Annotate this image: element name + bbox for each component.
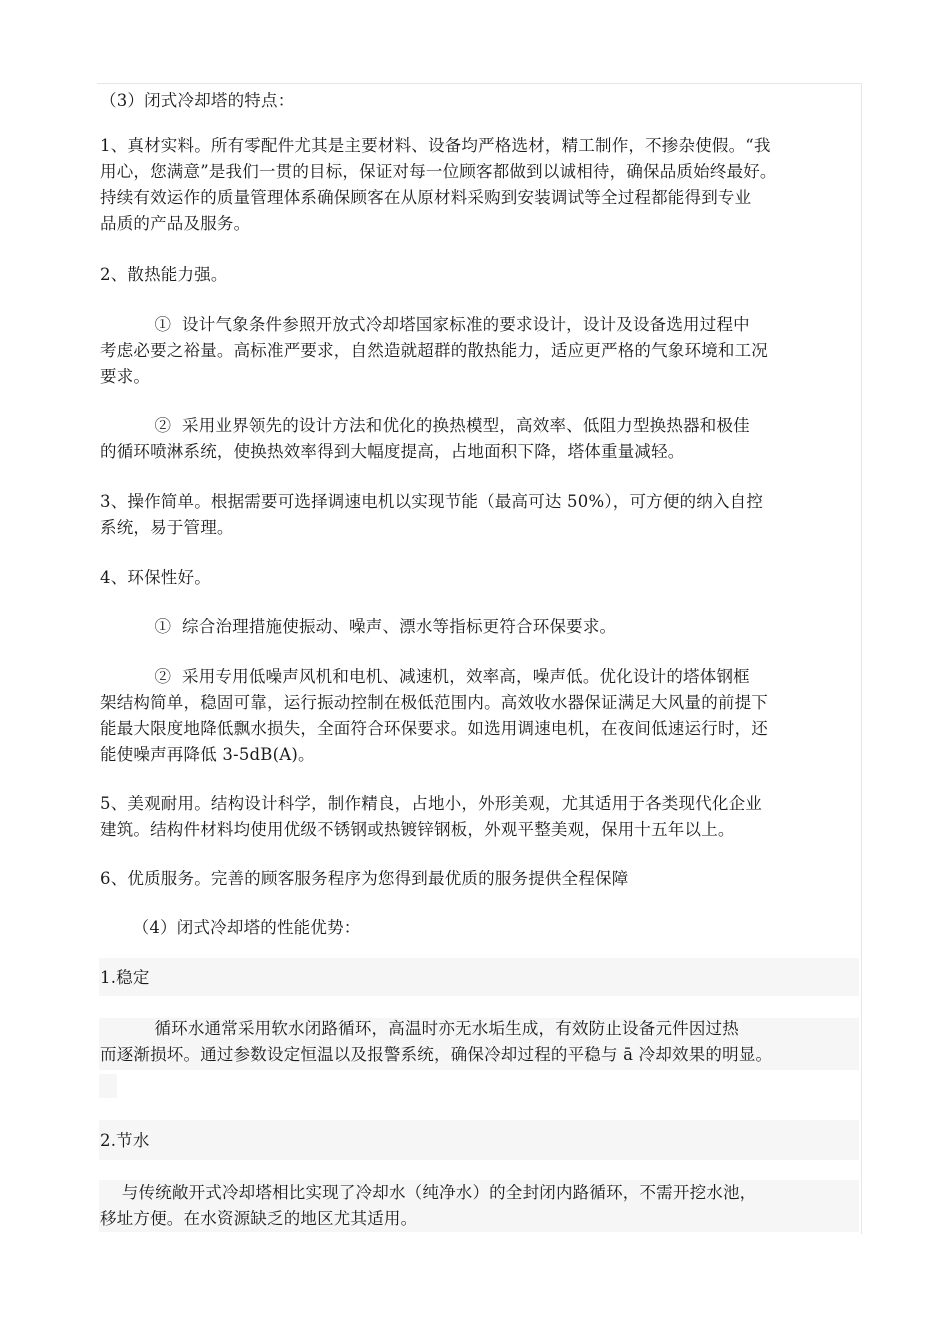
paragraph-line: ② 采用专用低噪声风机和电机、减速机，效率高，噪声低。优化设计的塔体钢框 <box>100 667 750 686</box>
item-heading: 4、环保性好。 <box>100 568 211 587</box>
paragraph-line: 品质的产品及服务。 <box>100 214 251 233</box>
paragraph-line: 能使噪声再降低 3-5dB(A)。 <box>100 745 315 764</box>
heading-features: （3）闭式冷却塔的特点： <box>100 91 295 110</box>
paragraph-line: 循环水通常采用软水闭路循环，高温时亦无水垢生成，有效防止设备元件因过热 <box>100 1019 739 1038</box>
paragraph-line: 移址方便。在水资源缺乏的地区尤其适用。 <box>100 1209 418 1228</box>
paragraph-line: 6、优质服务。完善的顾客服务程序为您得到最优质的服务提供全程保障 <box>100 869 629 888</box>
section-shade-3 <box>99 1074 117 1098</box>
paragraph-line: 5、美观耐用。结构设计科学，制作精良，占地小，外形美观，尤其适用于各类现代化企业 <box>100 794 762 813</box>
paragraph-line: 建筑。结构件材料均使用优级不锈钢或热镀锌钢板，外观平整美观，保用十五年以上。 <box>100 820 735 839</box>
item-heading: 2、散热能力强。 <box>100 265 228 284</box>
paragraph-line: 系统，易于管理。 <box>100 518 234 537</box>
section-title-stable: 1.稳定 <box>100 968 150 987</box>
paragraph-line: 而逐渐损坏。通过参数设定恒温以及报警系统，确保冷却过程的平稳与 ā 冷却效果的明显。 <box>100 1045 773 1064</box>
paragraph-line: 用心，您满意”是我们一贯的目标，保证对每一位顾客都做到以诚相待，确保品质始终最好。 <box>100 162 777 181</box>
paragraph-line: ② 采用业界领先的设计方法和优化的换热模型，高效率、低阻力型换热器和极佳 <box>100 416 750 435</box>
paragraph-line: ① 综合治理措施使振动、噪声、漂水等指标更符合环保要求。 <box>100 617 617 636</box>
heading-advantages: （4）闭式冷却塔的性能优势： <box>100 918 361 937</box>
paragraph-line: 要求。 <box>100 367 151 386</box>
paragraph-line: 能最大限度地降低飘水损失，全面符合环保要求。如选用调速电机，在夜间低速运行时，还 <box>100 719 768 738</box>
paragraph-line: 考虑必要之裕量。高标准严要求，自然造就超群的散热能力，适应更严格的气象环境和工况 <box>100 341 768 360</box>
paragraph-line: 与传统敞开式冷却塔相比实现了冷却水（纯净水）的全封闭内路循环，不需开挖水池， <box>100 1183 757 1202</box>
paragraph-line: ① 设计气象条件参照开放式冷却塔国家标准的要求设计，设计及设备选用过程中 <box>100 315 750 334</box>
paragraph-line: 3、操作简单。根据需要可选择调速电机以实现节能（最高可达 50%），可方便的纳入自控 <box>100 492 764 511</box>
paragraph-line: 1、真材实料。所有零配件尤其是主要材料、设备均严格选材，精工制作，不掺杂使假。“我 <box>100 136 771 155</box>
paragraph-line: 架结构简单，稳固可靠，运行振动控制在极低范围内。高效收水器保证满足大风量的前提下 <box>100 693 768 712</box>
paragraph-line: 的循环喷淋系统，使换热效率得到大幅度提高，占地面积下降，塔体重量减轻。 <box>100 442 685 461</box>
section-title-water-saving: 2.节水 <box>100 1131 150 1150</box>
paragraph-line: 持续有效运作的质量管理体系确保顾客在从原材料采购到安装调试等全过程都能得到专业 <box>100 188 752 207</box>
